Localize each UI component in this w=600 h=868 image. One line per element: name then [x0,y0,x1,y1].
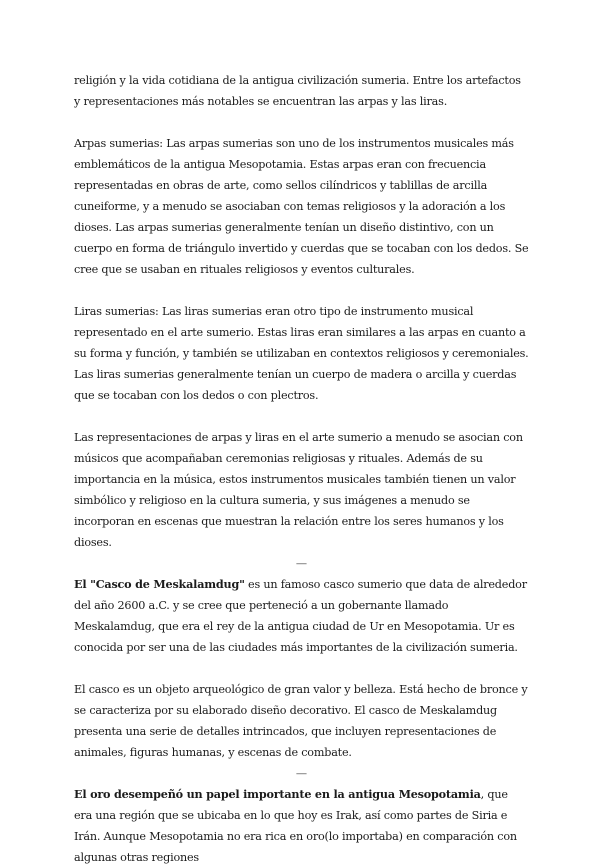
paragraph-mesopotamia-gold [74,784,529,868]
paragraph-harps-lyres-representation: Las representaciones de arpas y liras en el arte sumerio a menudo se asocian con músicos que acompañaban ceremonias religiosas y rituales. Además de su importancia en la música, estos instrumentos musicales también tienen un valor simbólico y religioso en la cultura sumeria, y sus imágenes a menudo se incorporan en escenas que muestran la relación entre los seres humanos y los dioses. [74,431,523,549]
heading-mesopotamia-gold: El oro desempeñó un papel importante en la antigua Mesopotamia [74,787,481,801]
heading-meskalamdug-helmet: El "Casco de Meskalamdug" [74,577,245,591]
paragraph-meskalamdug-helmet-text: es un famoso casco sumerio que data de alrededor del año 2600 a.C. y se cree que perteneció a un gobernante llamado Meskalamdug, que era el rey de la antigua ciudad de Ur en Mesopotamia. Ur es conocida por ser una de las ciudades más importantes de la civilización sumeria. [74,578,527,654]
paragraph-sumerian-lyres: Liras sumerias: Las liras sumerias eran otro tipo de instrumento musical representado en el arte sumerio. Estas liras eran similares a las arpas en cuanto a su forma y función, y también se utilizaban en contextos religiosos y ceremoniales. Las liras sumerias generalmente tenían un cuerpo de madera o arcilla y cuerdas que se tocaban con los dedos o con plectros. [74,305,529,402]
document-page [74,70,529,868]
paragraph-meskalamdug-helmet [74,574,529,658]
section-separator: — [295,767,308,780]
paragraph-sumerian-harps: Arpas sumerias: Las arpas sumerias son uno de los instrumentos musicales más emblemáticos de la antigua Mesopotamia. Estas arpas eran con frecuencia representadas en obras de arte, como sellos cilíndricos y tablillas de arcilla cuneiforme, y a menudo se asociaban con temas religiosos y la adoración a los dioses. Las arpas sumerias generalmente tenían un diseño distintivo, con un cuerpo en forma de triángulo invertido y cuerdas que se tocaban con los dedos. Se cree que se usaban en rituales religiosos y eventos culturales. [74,137,529,276]
paragraph-sumerian-culture-intro: religión y la vida cotidiana de la antigua civilización sumeria. Entre los artefactos y representaciones más notables se encuentran las arpas y las liras. [74,74,521,108]
section-separator: — [295,557,308,570]
paragraph-mesopotamia-gold-text: , que era una región que se ubicaba en lo que hoy es Irak, así como partes de Siria e Irán. Aunque Mesopotamia no era rica en oro(lo importaba) en comparación con algunas otras regiones [74,788,517,864]
paragraph-helmet-description: El casco es un objeto arqueológico de gran valor y belleza. Está hecho de bronce y se caracteriza por su elaborado diseño decorativo. El casco de Meskalamdug presenta una serie de detalles intrincados, que incluyen representaciones de animales, figuras humanas, y escenas de combate. [74,683,528,759]
